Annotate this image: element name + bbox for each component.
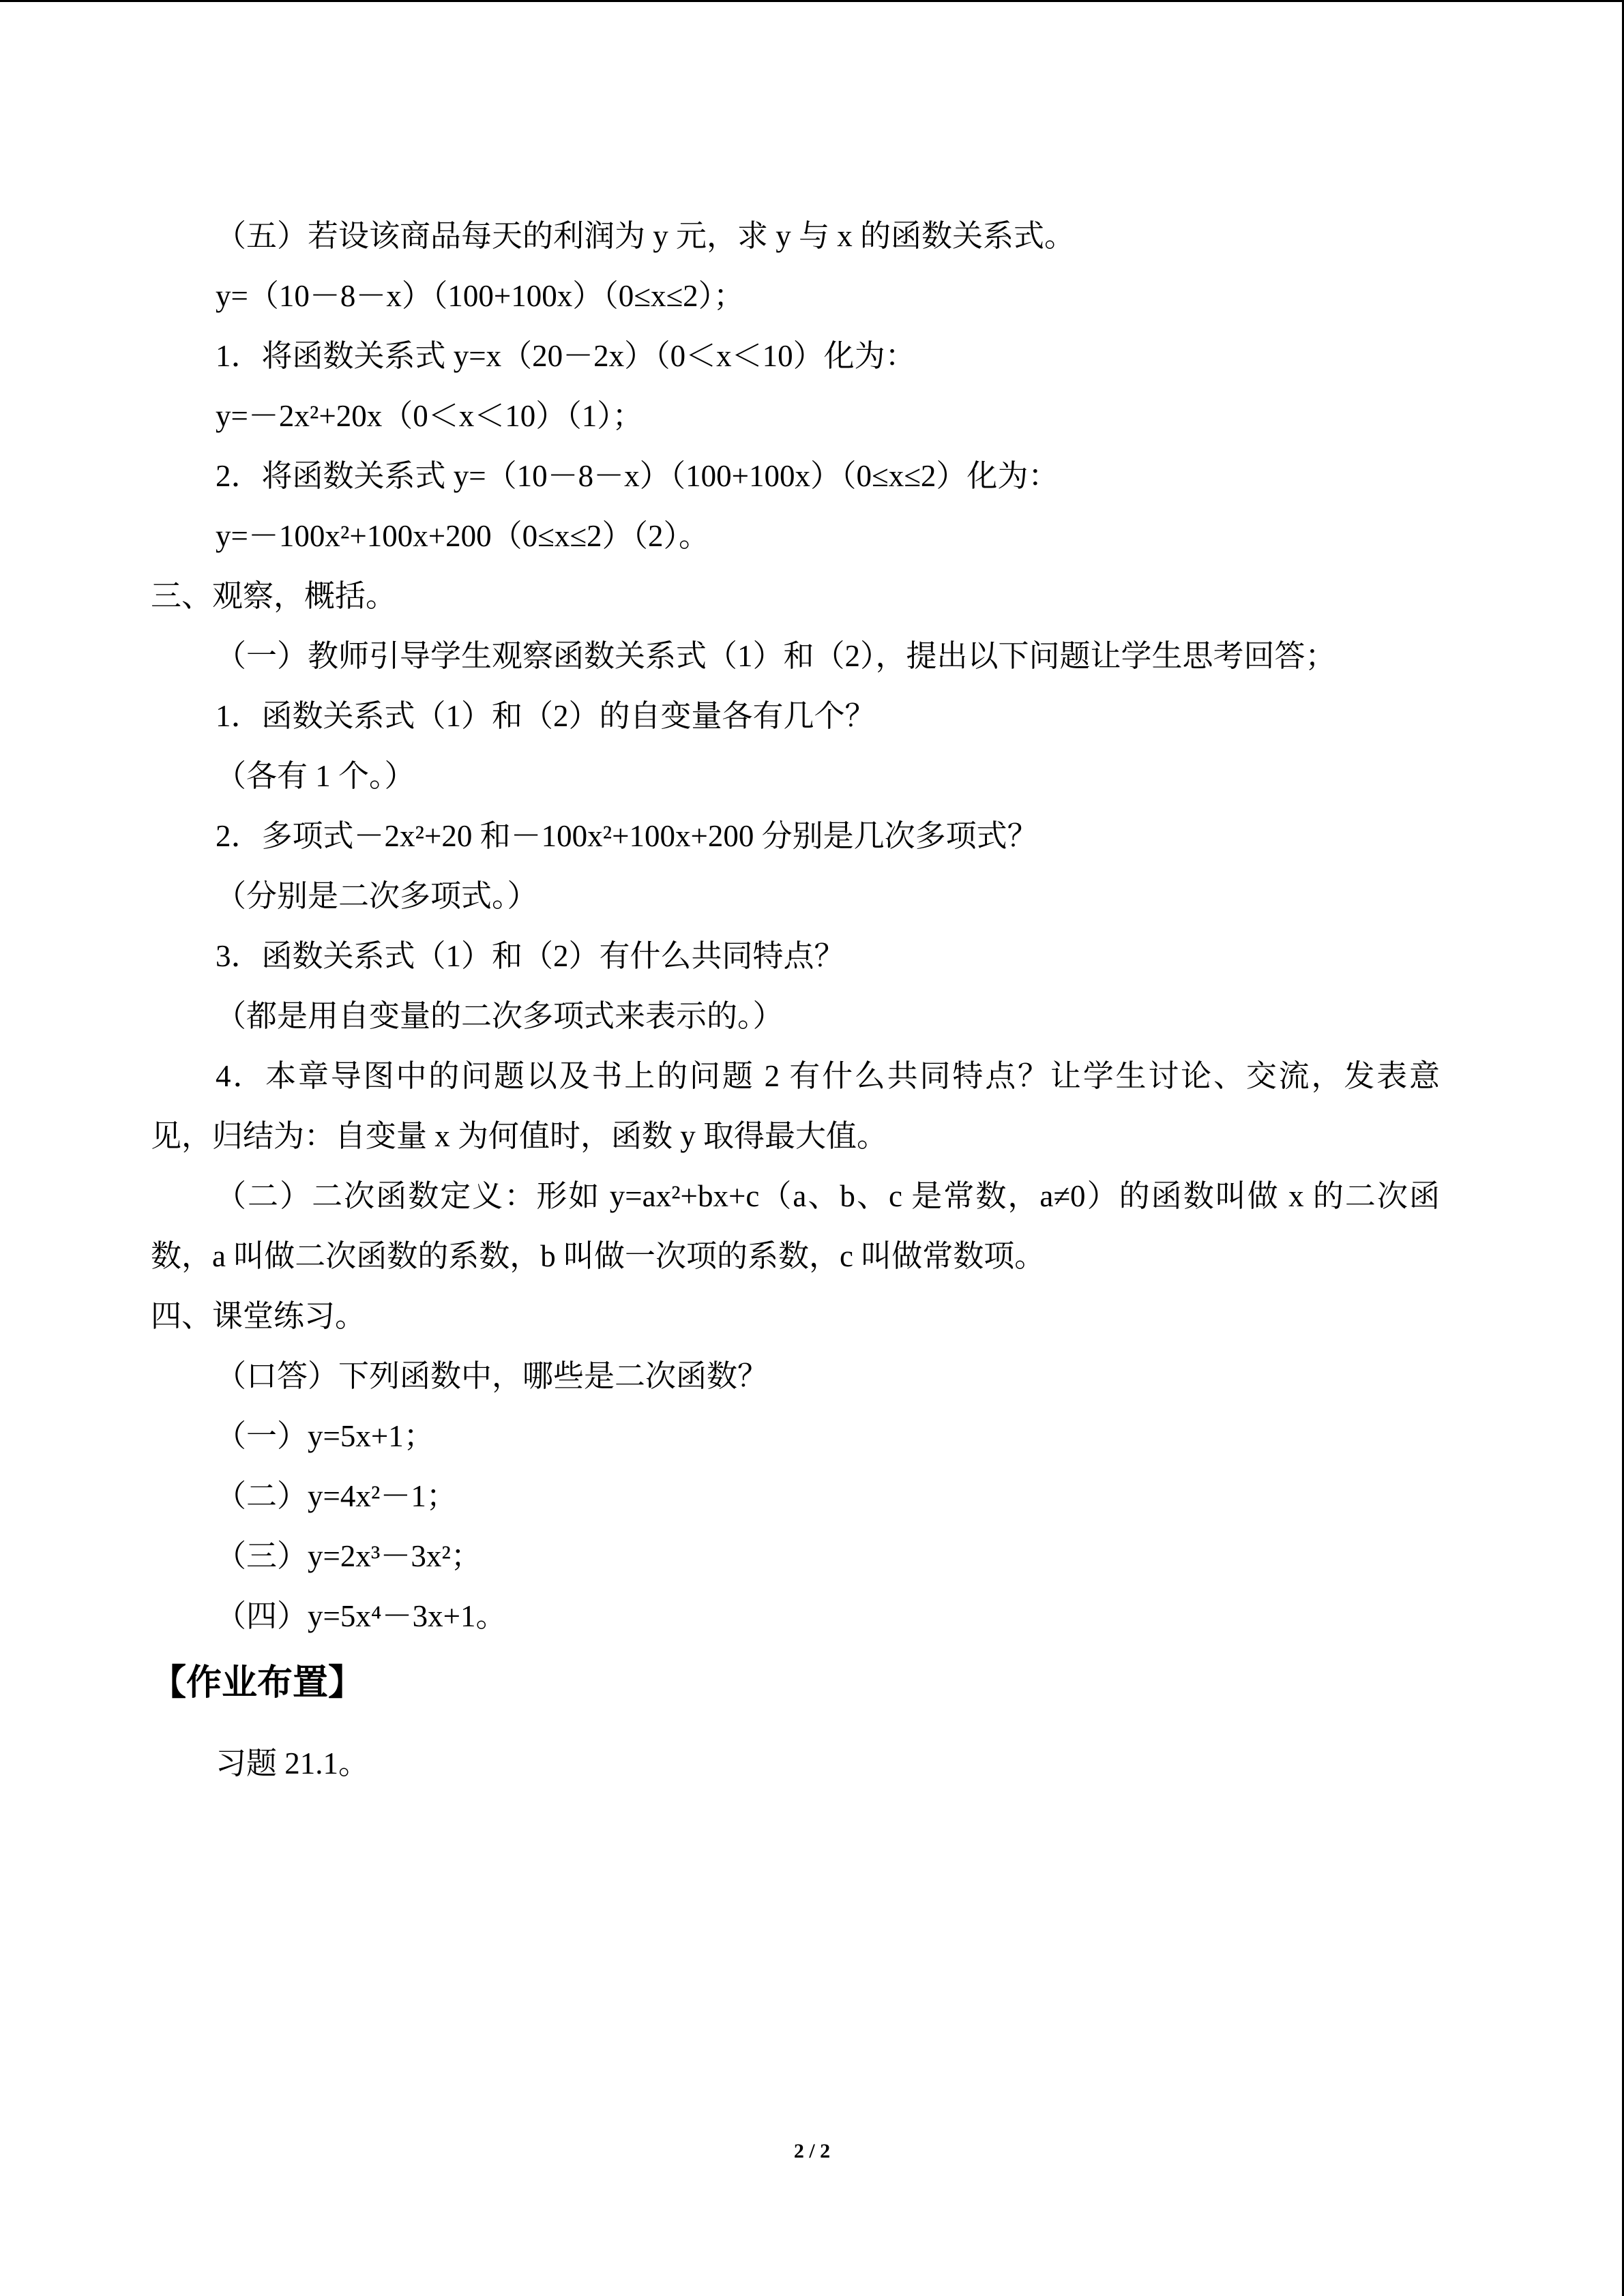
answer-3: （都是用自变量的二次多项式来表示的。） xyxy=(216,999,784,1033)
practice-item-1: （一）y=5x+1； xyxy=(216,1419,434,1453)
question-3: 3．函数关系式（1）和（2）有什么共同特点？ xyxy=(216,939,845,973)
answer-1: （各有 1 个。） xyxy=(216,759,415,793)
formula-2: y=－100x²+100x+200（0≤x≤2）（2）。 xyxy=(216,519,710,553)
question-1: 1．函数关系式（1）和（2）的自变量各有几个？ xyxy=(216,699,876,733)
question-4-line-2: 见，归结为：自变量 x 为何值时，函数 y 取得最大值。 xyxy=(151,1119,888,1153)
practice-item-3: （三）y=2x³－3x²； xyxy=(216,1539,482,1573)
question-2: 2．多项式－2x²+20 和－100x²+100x+200 分别是几次多项式？ xyxy=(216,819,1038,853)
question-4-line-1: 4．本章导图中的问题以及书上的问题 2 有什么共同特点？让学生讨论、交流，发表意 xyxy=(216,1059,1440,1093)
step-five-question: （五）若设该商品每天的利润为 y 元，求 y 与 x 的函数关系式。 xyxy=(216,219,1076,253)
practice-item-2: （二）y=4x²－1； xyxy=(216,1479,457,1513)
document-body xyxy=(151,206,1464,1646)
conversion-step-1: 1．将函数关系式 y=x（20－2x）（0＜x＜10）化为： xyxy=(216,339,916,373)
homework-heading: 【作业布置】 xyxy=(151,1663,364,1703)
homework-text: 习题 21.1。 xyxy=(216,1746,370,1780)
definition-line-1: （二）二次函数定义：形如 y=ax²+bx+c（a、b、c 是常数，a≠0）的函数叫做 x 的二次函 xyxy=(216,1179,1440,1213)
practice-item-4: （四）y=5x⁴－3x+1。 xyxy=(216,1599,507,1633)
formula-1: y=－2x²+20x（0＜x＜10）（1）； xyxy=(216,399,643,433)
conversion-step-2: 2．将函数关系式 y=（10－8－x）（100+100x）（0≤x≤2）化为： xyxy=(216,459,1059,493)
page-number: 2 / 2 xyxy=(793,2140,831,2162)
definition-line-2: 数，a 叫做二次函数的系数，b 叫做一次项的系数，c 叫做常数项。 xyxy=(151,1239,1046,1273)
answer-2: （分别是二次多项式。） xyxy=(216,879,538,913)
practice-prompt: （口答）下列函数中，哪些是二次函数？ xyxy=(216,1359,769,1393)
section-heading-practice: 四、课堂练习。 xyxy=(151,1299,366,1333)
teacher-guide-text: （一）教师引导学生观察函数关系式（1）和（2），提出以下问题让学生思考回答； xyxy=(216,639,1336,673)
profit-formula: y=（10－8－x）（100+100x）（0≤x≤2）； xyxy=(216,279,745,313)
section-heading-observe: 三、观察，概括。 xyxy=(151,579,397,613)
